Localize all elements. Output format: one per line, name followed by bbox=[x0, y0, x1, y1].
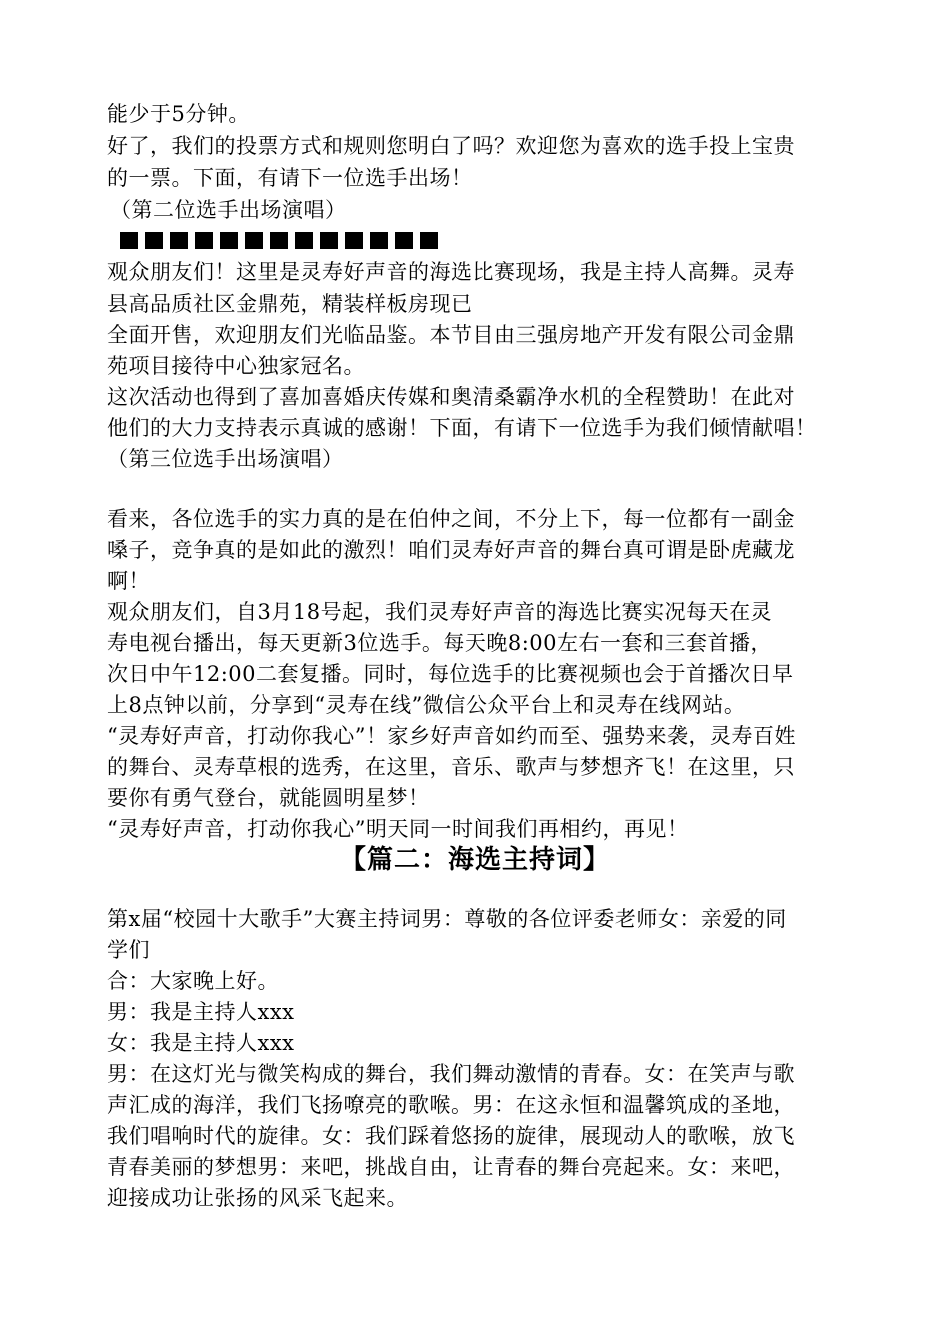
square-mark bbox=[295, 232, 313, 249]
paragraph-line: 男：我是主持人xxx bbox=[107, 1000, 295, 1024]
square-mark bbox=[420, 232, 438, 249]
paragraph-line: 啊！ bbox=[107, 569, 150, 593]
square-mark bbox=[395, 232, 413, 249]
paragraph-line: 女：我是主持人xxx bbox=[107, 1031, 295, 1055]
paragraph-line: 学们 bbox=[107, 938, 150, 962]
paragraph-line: “灵寿好声音，打动你我心”！家乡好声音如约而至、强势来袭，灵寿百姓 bbox=[107, 724, 796, 748]
paragraph-line: 好了，我们的投票方式和规则您明白了吗？欢迎您为喜欢的选手投上宝贵 bbox=[107, 134, 795, 158]
paragraph-line: 苑项目接待中心独家冠名。 bbox=[107, 354, 365, 378]
paragraph-line: 青春美丽的梦想男：来吧，挑战自由，让青春的舞台亮起来。女：来吧， bbox=[107, 1155, 795, 1179]
square-mark bbox=[270, 232, 288, 249]
square-mark bbox=[195, 232, 213, 249]
square-separator bbox=[120, 232, 438, 249]
paragraph-line: 观众朋友们，自3月18号起，我们灵寿好声音的海选比赛实况每天在灵 bbox=[107, 600, 773, 624]
stage-direction: （第三位选手出场演唱） bbox=[107, 447, 344, 471]
paragraph-line: 我们唱响时代的旋律。女：我们踩着悠扬的旋律，展现动人的歌喉，放飞 bbox=[107, 1124, 795, 1148]
paragraph-line: 观众朋友们！这里是灵寿好声音的海选比赛现场，我是主持人高舞。灵寿 bbox=[107, 260, 795, 284]
square-mark bbox=[320, 232, 338, 249]
paragraph-line: 迎接成功让张扬的风采飞起来。 bbox=[107, 1186, 408, 1210]
section-heading: 【篇二：海选主持词】 bbox=[339, 845, 610, 875]
paragraph-line: 嗓子，竞争真的是如此的激烈！咱们灵寿好声音的舞台真可谓是卧虎藏龙 bbox=[107, 538, 795, 562]
paragraph-line: 次日中午12:00二套复播。同时，每位选手的比赛视频也会于首播次日早 bbox=[107, 662, 794, 686]
square-mark bbox=[345, 232, 363, 249]
paragraph-line: 上8点钟以前，分享到“灵寿在线”微信公众平台上和灵寿在线网站。 bbox=[107, 693, 746, 717]
stage-direction: （第二位选手出场演唱） bbox=[110, 198, 347, 222]
paragraph-line: 这次活动也得到了喜加喜婚庆传媒和奥清桑霸净水机的全程赞助！在此对 bbox=[107, 385, 795, 409]
paragraph-line: 男：在这灯光与微笑构成的舞台，我们舞动激情的青春。女：在笑声与歌 bbox=[107, 1062, 795, 1086]
paragraph-line: 要你有勇气登台，就能圆明星梦！ bbox=[107, 786, 430, 810]
paragraph-line: 县高品质社区金鼎苑，精装样板房现已 bbox=[107, 292, 473, 316]
square-mark bbox=[120, 232, 138, 249]
paragraph-line: 他们的大力支持表示真诚的感谢！下面，有请下一位选手为我们倾情献唱！ bbox=[107, 416, 817, 440]
paragraph-line: 看来，各位选手的实力真的是在伯仲之间，不分上下，每一位都有一副金 bbox=[107, 507, 795, 531]
paragraph-line: 寿电视台播出，每天更新3位选手。每天晚8:00左右一套和三套首播， bbox=[107, 631, 773, 655]
paragraph-line: 的一票。下面，有请下一位选手出场！ bbox=[107, 166, 473, 190]
paragraph-line: 全面开售，欢迎朋友们光临品鉴。本节目由三强房地产开发有限公司金鼎 bbox=[107, 323, 795, 347]
paragraph-line: 合：大家晚上好。 bbox=[107, 969, 279, 993]
square-mark bbox=[145, 232, 163, 249]
square-mark bbox=[170, 232, 188, 249]
paragraph-line: “灵寿好声音，打动你我心”明天同一时间我们再相约，再见！ bbox=[107, 817, 689, 841]
paragraph-line: 第x届“校园十大歌手”大赛主持词男：尊敬的各位评委老师女：亲爱的同 bbox=[107, 907, 787, 931]
paragraph-line: 声汇成的海洋，我们飞扬嘹亮的歌喉。男：在这永恒和温馨筑成的圣地， bbox=[107, 1093, 795, 1117]
paragraph-line: 的舞台、灵寿草根的选秀，在这里，音乐、歌声与梦想齐飞！在这里，只 bbox=[107, 755, 795, 779]
square-mark bbox=[245, 232, 263, 249]
paragraph-line: 能少于5分钟。 bbox=[107, 102, 250, 126]
square-mark bbox=[220, 232, 238, 249]
square-mark bbox=[370, 232, 388, 249]
